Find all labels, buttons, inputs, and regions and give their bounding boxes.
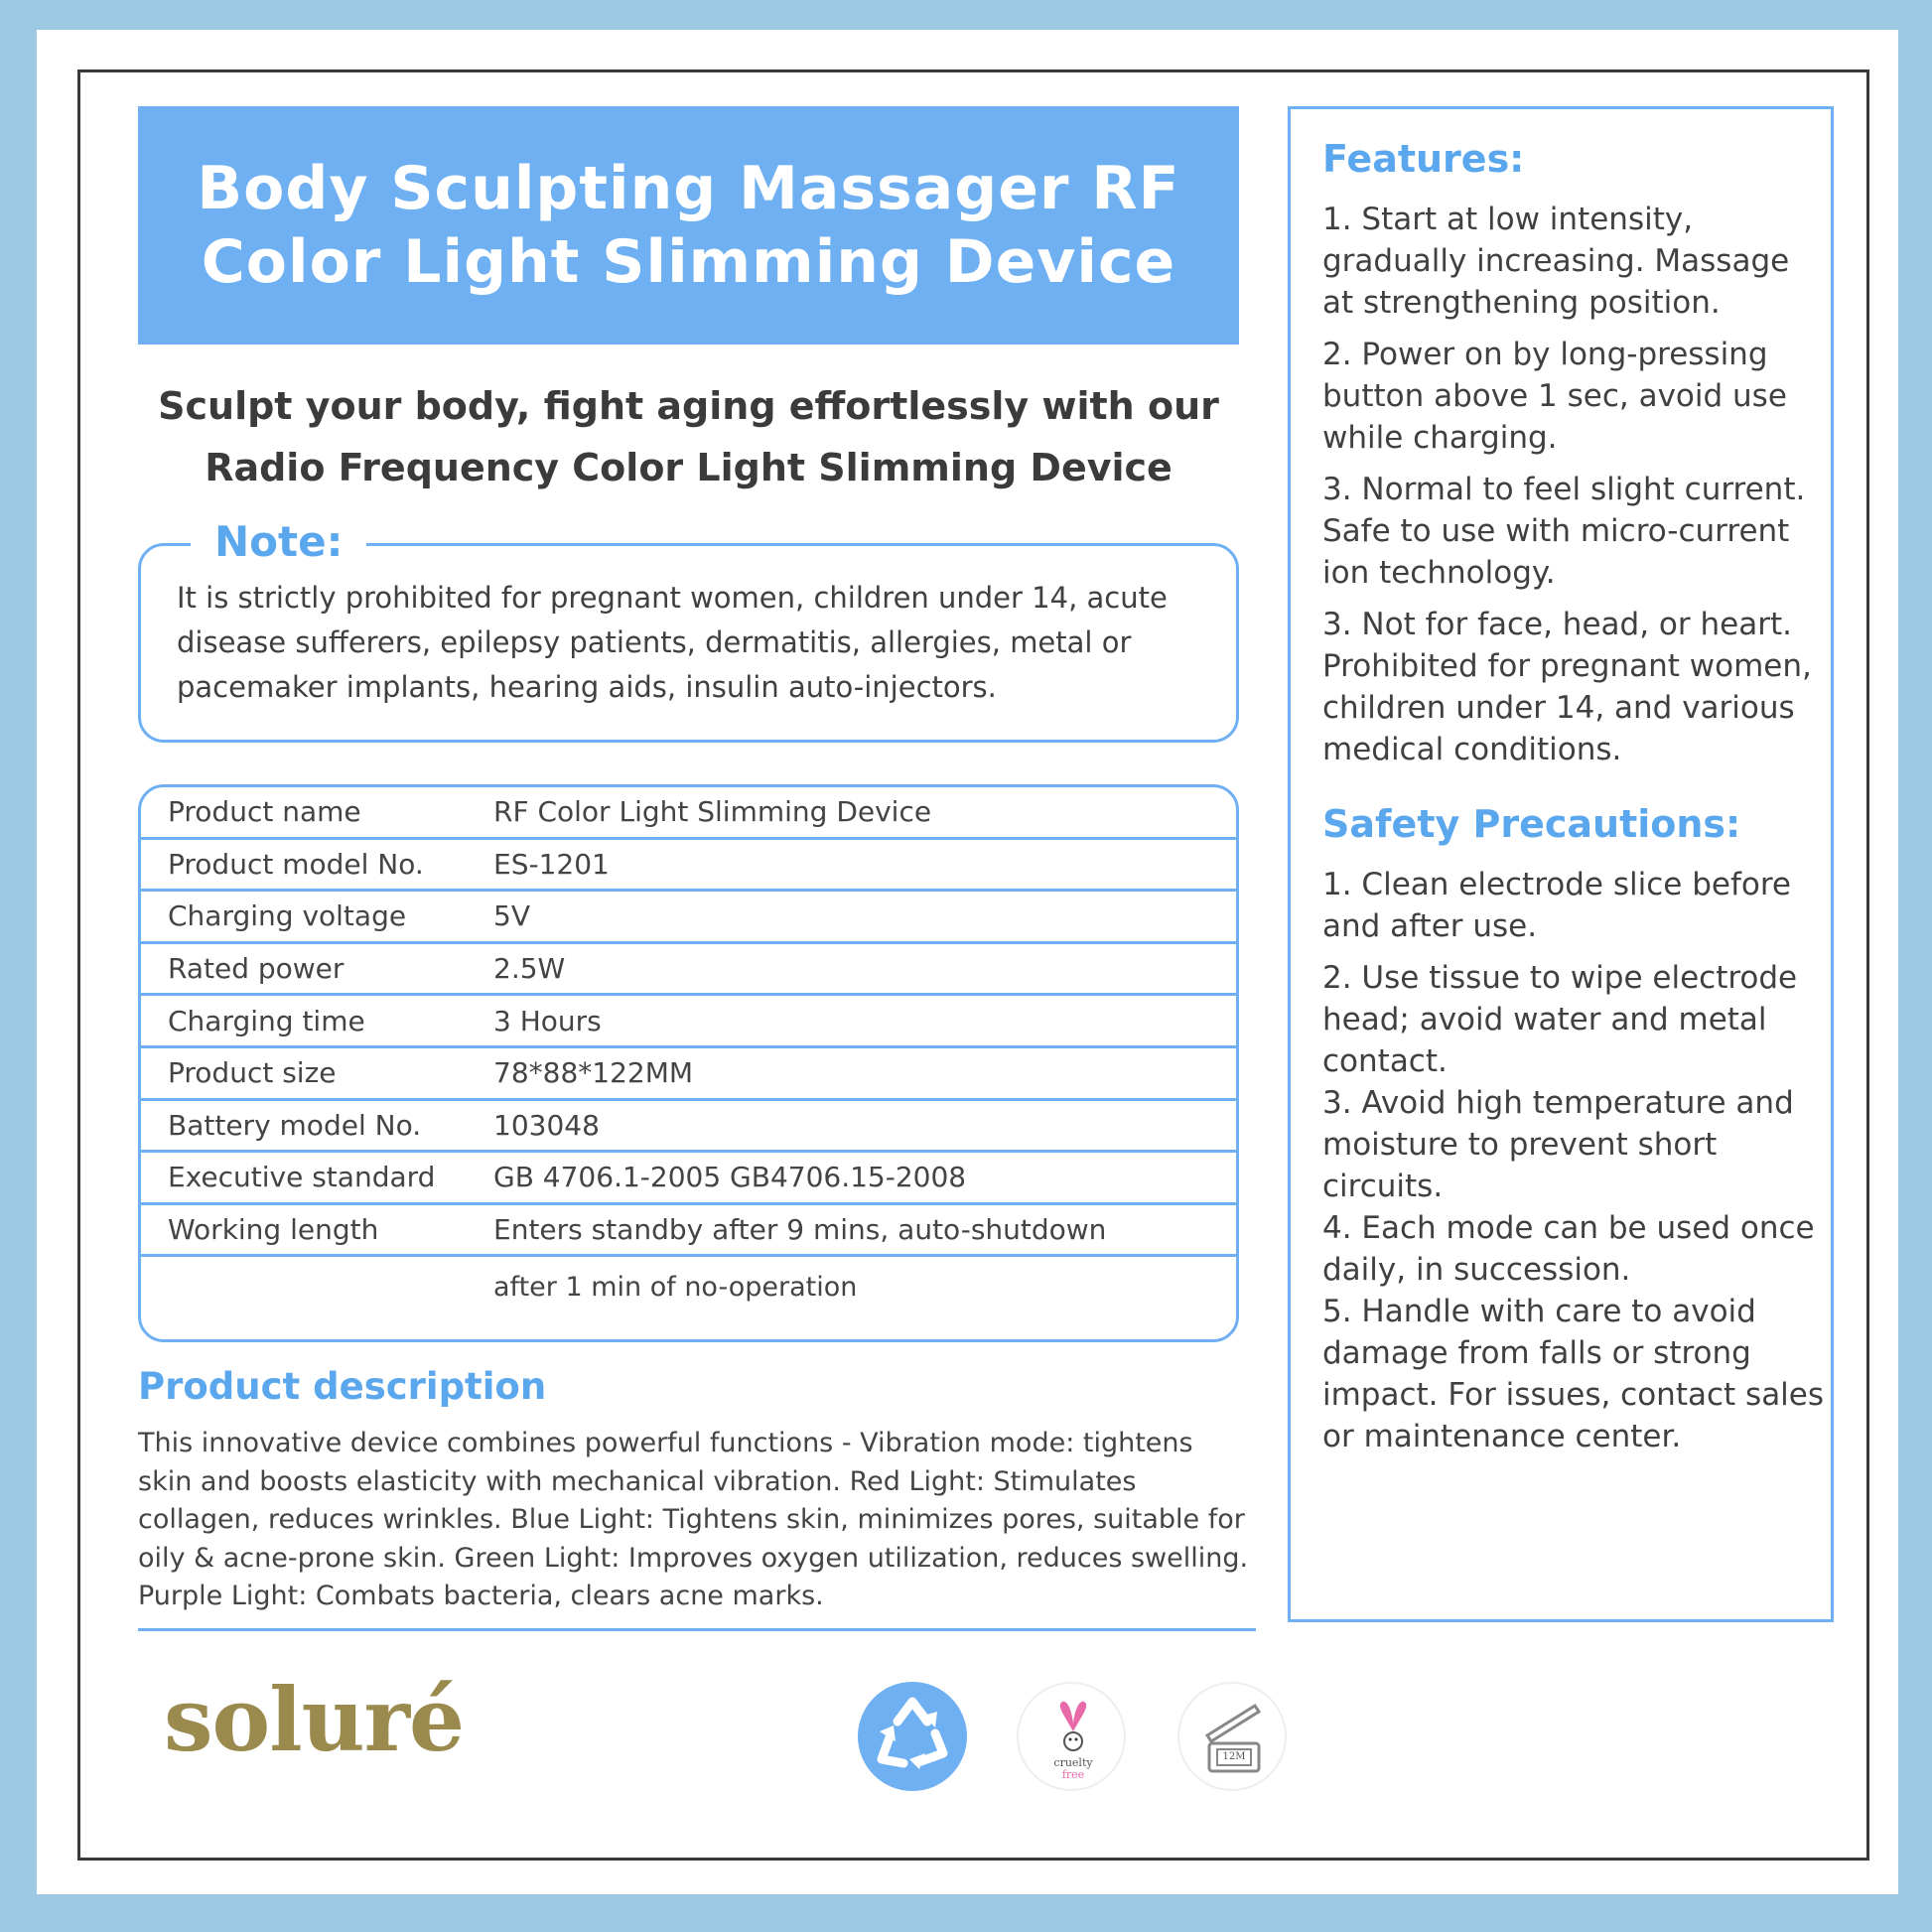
note-panel (138, 517, 1239, 743)
spec-value: 103048 (493, 1108, 600, 1142)
page-title: Body Sculpting Massager RF Color Light Slimming Device (197, 154, 1180, 297)
divider (138, 1628, 1256, 1631)
note-text: It is strictly prohibited for pregnant women, children under 14, acute disease sufferers, epilepsy patients, dermatitis, allergies, metal or pacemaker implants, hearing aids, insulin auto-injectors. (177, 581, 1168, 704)
spec-key: Rated power (168, 952, 345, 986)
table-row (141, 944, 1236, 997)
table-row (141, 1257, 1236, 1314)
spec-value: 2.5W (493, 952, 566, 986)
spec-key: Product name (168, 795, 361, 829)
spec-table (138, 784, 1239, 1342)
note-title: Note: (191, 512, 366, 572)
spec-value: 3 Hours (493, 1004, 602, 1037)
safety-item: 2. Use tissue to wipe electrode head; avoid water and metal contact. (1322, 960, 1798, 1079)
cruelty-free-badge (1017, 1682, 1126, 1791)
recycle-symbol (858, 1682, 967, 1791)
spec-value: 78*88*122MM (493, 1056, 694, 1090)
spec-key: Working length (168, 1213, 379, 1247)
table-row (141, 996, 1236, 1048)
table-row (141, 1048, 1236, 1101)
spec-value: RF Color Light Slimming Device (493, 795, 932, 829)
feature-item: 2. Power on by long-pressing button above 1 sec, avoid use while charging. (1322, 337, 1787, 456)
table-row (141, 1153, 1236, 1205)
title-banner (138, 106, 1239, 345)
spec-value: GB 4706.1-2005 GB4706.15-2008 (493, 1161, 967, 1194)
description-text: This innovative device combines powerful functions - Vibration mode: tightens skin and boosts elasticity with mechanical vibration. Red Light: Stimulates collagen, reduces wrinkles. Blue Light: Tightens skin, minimizes pores, suitable for oily & acne-prone skin. Green Light: Improves oxygen utilization, reduces swelling. Purple Light: Combats bacteria, clears acne marks. (138, 1428, 1249, 1611)
table-row (141, 892, 1236, 944)
free-label: free (1061, 1768, 1085, 1781)
features-panel (1288, 106, 1834, 1622)
open-jar-icon (1179, 1684, 1289, 1793)
table-row (141, 1101, 1236, 1154)
description-title: Product description (138, 1365, 547, 1408)
features-title: Features: (1322, 137, 1525, 181)
safety-item: 1. Clean electrode slice before and after use. (1322, 867, 1791, 944)
safety-item: 3. Avoid high temperature and moisture to prevent short circuits. (1322, 1085, 1794, 1204)
features-content (1322, 129, 1829, 1457)
table-row (141, 1205, 1236, 1258)
spec-key: Charging voltage (168, 899, 407, 933)
recycle-icon (858, 1682, 967, 1791)
safety-title: Safety Precautions: (1322, 802, 1741, 846)
spec-key: Battery model No. (168, 1108, 422, 1142)
brand-logo: soluré (164, 1668, 464, 1771)
spec-value: ES-1201 (493, 847, 610, 881)
cruelty-label: cruelty (1053, 1756, 1093, 1769)
spec-value: after 1 min of no-operation (493, 1272, 858, 1304)
spec-key: Product size (168, 1056, 337, 1090)
table-row (141, 840, 1236, 893)
page-subtitle: Sculpt your body, fight aging effortlessly with our Radio Frequency Color Light Slimming Device (158, 384, 1219, 489)
spec-value: 5V (493, 899, 530, 933)
spec-key: Product model No. (168, 847, 424, 881)
table-row (141, 787, 1236, 840)
feature-item: 3. Not for face, head, or heart. Prohibited for pregnant women, children under 14, and various medical conditions. (1322, 607, 1812, 767)
spec-value: Enters standby after 9 mins, auto-shutdown (493, 1213, 1107, 1247)
pao-label: 12M (1222, 1751, 1246, 1762)
safety-item: 4. Each mode can be used once daily, in succession. (1322, 1210, 1815, 1288)
feature-item: 1. Start at low intensity, gradually increasing. Massage at strengthening position. (1322, 202, 1790, 321)
pao-badge (1177, 1682, 1287, 1791)
safety-item: 5. Handle with care to avoid damage from falls or strong impact. For issues, contact sales or maintenance center. (1322, 1294, 1825, 1454)
feature-item: 3. Normal to feel slight current. Safe to use with micro-current ion technology. (1322, 472, 1806, 591)
spec-key: Executive standard (168, 1161, 436, 1194)
spec-key: Charging time (168, 1004, 365, 1037)
